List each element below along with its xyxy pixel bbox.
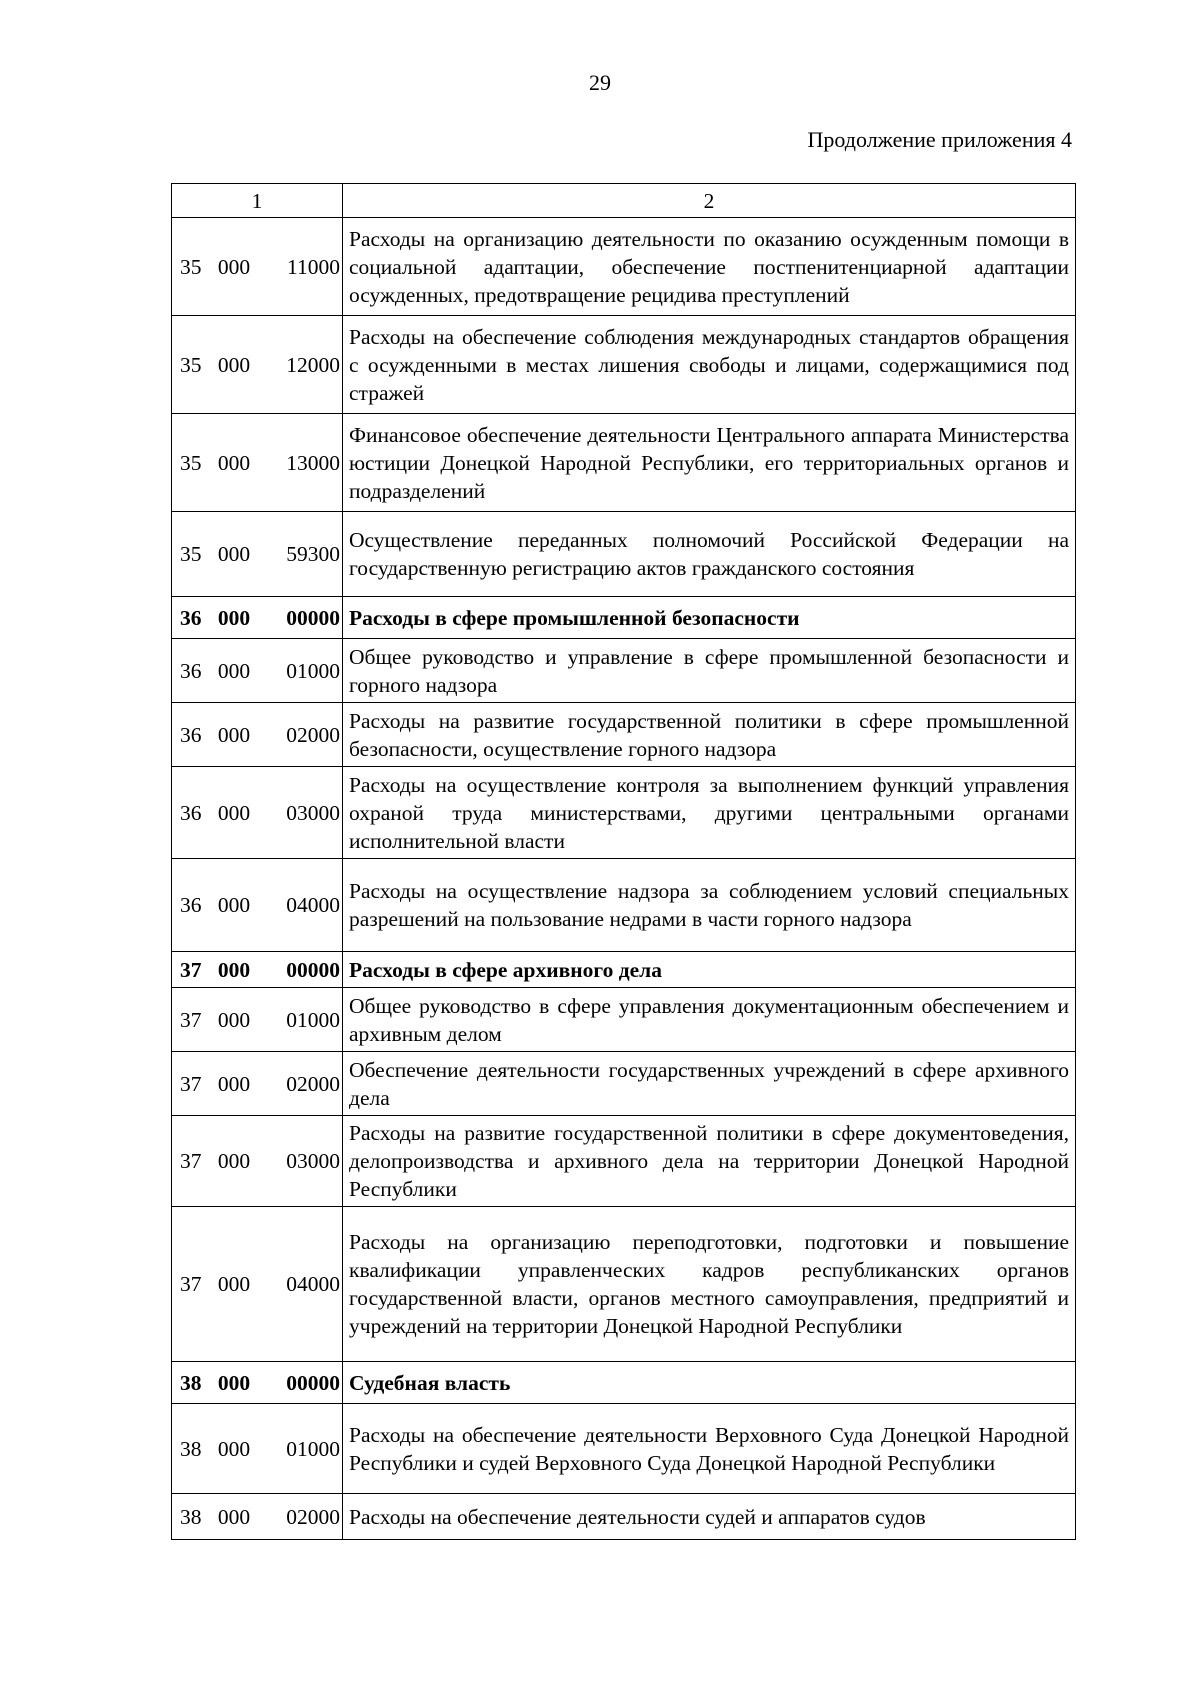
code-part-subprogram: 000 xyxy=(217,1436,251,1461)
code-part-subprogram: 000 xyxy=(217,542,251,566)
code-part-direction: 11000 xyxy=(287,254,340,279)
code-part-program: 36 xyxy=(180,658,202,683)
description-cell: Расходы на осуществление контроля за выполнением функций управления охраной труда министерствами, другими центральными органами исполнительной власти xyxy=(343,767,1076,859)
table-row xyxy=(172,316,1076,414)
code-part-direction: 01000 xyxy=(286,1007,340,1032)
appendix-continuation-note: Продолжение приложения 4 xyxy=(807,127,1072,152)
code-part-subprogram: 000 xyxy=(217,722,251,747)
table-row xyxy=(172,414,1076,512)
table-row xyxy=(172,639,1076,703)
description-cell: Финансовое обеспечение деятельности Центрального аппарата Министерства юстиции Донецкой Народной Республики, его территориальных органов и подразделений xyxy=(343,414,1076,512)
code-part-subprogram: 000 xyxy=(217,658,251,683)
page-number: 29 xyxy=(589,70,611,95)
code-cell xyxy=(172,859,343,952)
code-cell xyxy=(172,703,343,767)
code-part-program: 38 xyxy=(180,1370,202,1395)
code-part-subprogram: 000 xyxy=(217,1071,251,1096)
code-part-subprogram: 000 xyxy=(217,1504,251,1529)
table-row xyxy=(172,1116,1076,1207)
code-part-direction: 59300 xyxy=(286,542,340,566)
code-part-program: 38 xyxy=(180,1504,202,1529)
description-cell: Расходы на обеспечение деятельности судей и аппаратов судов xyxy=(343,1494,1076,1540)
code-part-direction: 12000 xyxy=(286,352,340,377)
code-part-program: 35 xyxy=(180,542,202,566)
table-row xyxy=(172,1494,1076,1540)
code-part-direction: 00000 xyxy=(286,1370,340,1395)
description-cell: Расходы на развитие государственной политики в сфере документоведения, делопроизводства и архивного дела на территории Донецкой Народной Республики xyxy=(343,1116,1076,1207)
table-row xyxy=(172,1404,1076,1494)
code-part-program: 35 xyxy=(180,254,202,279)
description-cell: Расходы на организацию переподготовки, подготовки и повышение квалификации управленческих кадров республиканских органов государственной власти, органов местного самоуправления, предприятий и учреждений на территории Донецкой Народной Республики xyxy=(343,1207,1076,1362)
description-cell: Расходы на обеспечение соблюдения международных стандартов обращения с осужденными в местах лишения свободы и лицами, содержащимися под стражей xyxy=(343,316,1076,414)
code-part-subprogram: 000 xyxy=(217,1149,251,1173)
code-cell xyxy=(172,1207,343,1362)
code-cell xyxy=(172,1052,343,1116)
code-part-direction: 03000 xyxy=(286,1149,340,1173)
description-cell: Осуществление переданных полномочий Российской Федерации на государственную регистрацию актов гражданского состояния xyxy=(343,512,1076,597)
description-cell: Общее руководство и управление в сфере промышленной безопасности и горного надзора xyxy=(343,639,1076,703)
code-part-direction: 04000 xyxy=(286,1272,340,1296)
code-part-program: 36 xyxy=(180,722,202,747)
code-cell xyxy=(172,597,343,639)
table-row xyxy=(172,859,1076,952)
code-part-direction: 02000 xyxy=(286,1071,340,1096)
code-part-subprogram: 000 xyxy=(217,1007,251,1032)
code-cell xyxy=(172,639,343,703)
column-header-code: 1 xyxy=(172,184,343,218)
code-cell xyxy=(172,218,343,316)
description-cell: Расходы на организацию деятельности по оказанию осужденным помощи в социальной адаптации, обеспечение постпенитенциарной адаптации осужденных, предотвращение рецидива преступлений xyxy=(343,218,1076,316)
code-cell xyxy=(172,316,343,414)
code-part-direction: 03000 xyxy=(286,800,340,825)
code-part-direction: 01000 xyxy=(286,1436,340,1461)
code-cell xyxy=(172,1494,343,1540)
column-header-description: 2 xyxy=(343,184,1076,218)
code-part-program: 36 xyxy=(180,605,202,630)
table-row xyxy=(172,703,1076,767)
table-header-row xyxy=(172,184,1076,218)
description-cell: Расходы в сфере промышленной безопасности xyxy=(343,597,1076,639)
code-part-subprogram: 000 xyxy=(217,957,251,982)
table-section-row xyxy=(172,952,1076,988)
table-section-row xyxy=(172,1362,1076,1404)
code-part-subprogram: 000 xyxy=(217,605,251,630)
code-part-direction: 02000 xyxy=(286,722,340,747)
code-part-subprogram: 000 xyxy=(217,450,251,475)
code-part-program: 38 xyxy=(180,1436,202,1461)
code-part-subprogram: 000 xyxy=(217,893,251,917)
table-row xyxy=(172,218,1076,316)
table-row xyxy=(172,1207,1076,1362)
code-cell xyxy=(172,988,343,1052)
description-cell: Расходы в сфере архивного дела xyxy=(343,952,1076,988)
code-part-program: 37 xyxy=(180,1149,202,1173)
description-cell: Общее руководство в сфере управления документационным обеспечением и архивным делом xyxy=(343,988,1076,1052)
code-cell xyxy=(172,1116,343,1207)
code-part-subprogram: 000 xyxy=(217,1370,251,1395)
code-part-direction: 13000 xyxy=(286,450,340,475)
table-row xyxy=(172,512,1076,597)
table-body xyxy=(172,218,1076,1540)
description-cell: Расходы на осуществление надзора за соблюдением условий специальных разрешений на пользование недрами в части горного надзора xyxy=(343,859,1076,952)
code-part-direction: 02000 xyxy=(286,1504,340,1529)
code-part-program: 36 xyxy=(180,893,202,917)
code-part-program: 35 xyxy=(180,450,202,475)
code-part-program: 36 xyxy=(180,800,202,825)
code-cell xyxy=(172,767,343,859)
code-part-subprogram: 000 xyxy=(217,352,251,377)
code-part-direction: 00000 xyxy=(286,605,340,630)
code-cell xyxy=(172,414,343,512)
code-cell xyxy=(172,952,343,988)
code-part-program: 35 xyxy=(180,352,202,377)
table-row xyxy=(172,767,1076,859)
table-section-row xyxy=(172,597,1076,639)
code-cell xyxy=(172,1362,343,1404)
code-part-subprogram: 000 xyxy=(217,254,251,279)
code-part-subprogram: 000 xyxy=(217,1272,251,1296)
description-cell: Расходы на обеспечение деятельности Верховного Суда Донецкой Народной Республики и судей Верховного Суда Донецкой Народной Республики xyxy=(343,1404,1076,1494)
code-part-program: 37 xyxy=(180,1007,202,1032)
code-part-direction: 00000 xyxy=(286,957,340,982)
table-row xyxy=(172,1052,1076,1116)
description-cell: Расходы на развитие государственной политики в сфере промышленной безопасности, осуществление горного надзора xyxy=(343,703,1076,767)
code-cell xyxy=(172,1404,343,1494)
description-cell: Судебная власть xyxy=(343,1362,1076,1404)
code-part-program: 37 xyxy=(180,1272,202,1296)
budget-classification-table xyxy=(171,183,1076,1540)
code-part-direction: 04000 xyxy=(286,893,340,917)
code-cell xyxy=(172,512,343,597)
description-cell: Обеспечение деятельности государственных учреждений в сфере архивного дела xyxy=(343,1052,1076,1116)
code-part-program: 37 xyxy=(180,957,202,982)
code-part-program: 37 xyxy=(180,1071,202,1096)
table-row xyxy=(172,988,1076,1052)
code-part-subprogram: 000 xyxy=(217,800,251,825)
code-part-direction: 01000 xyxy=(286,658,340,683)
